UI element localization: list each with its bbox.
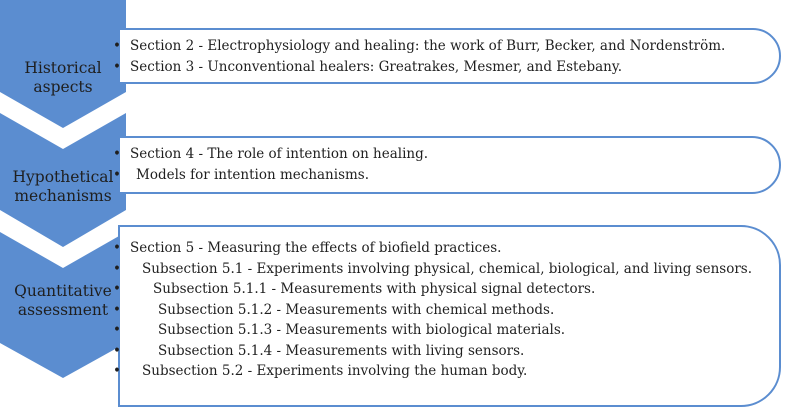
historical-list (120, 36, 725, 77)
list-item: • Section 4 - The role of intention on healing. (120, 144, 428, 165)
list-item: • Section 2 - Electrophysiology and healing: the work of Burr, Becker, and Nordenström. (120, 36, 725, 57)
stage-label-quantitative: Quantitative assessment (14, 282, 112, 319)
quantitative-list (120, 238, 752, 382)
stage-label-historical: Historical aspects (24, 59, 102, 96)
hypothetical-list (120, 144, 428, 185)
list-item: • Subsection 5.1.2 - Measurements with chemical methods. (120, 300, 752, 321)
hypothetical-mechanisms-box (118, 136, 781, 194)
list-item: • Subsection 5.1.3 - Measurements with biological materials. (120, 320, 752, 341)
list-item: • Subsection 5.2 - Experiments involving the human body. (120, 361, 752, 382)
list-item: • Subsection 5.1 - Experiments involving physical, chemical, biological, and living sensors. (120, 259, 752, 280)
historical-aspects-box (118, 28, 781, 84)
list-item: • Subsection 5.1.1 - Measurements with physical signal detectors. (120, 279, 752, 300)
list-item: • Subsection 5.1.4 - Measurements with living sensors. (120, 341, 752, 362)
quantitative-assessment-box (118, 225, 781, 407)
list-item: • Models for intention mechanisms. (120, 165, 428, 186)
list-item: • Section 3 - Unconventional healers: Greatrakes, Mesmer, and Estebany. (120, 57, 725, 78)
list-item: • Section 5 - Measuring the effects of biofield practices. (120, 238, 752, 259)
stage-label-hypothetical: Hypothetical mechanisms (12, 168, 114, 205)
